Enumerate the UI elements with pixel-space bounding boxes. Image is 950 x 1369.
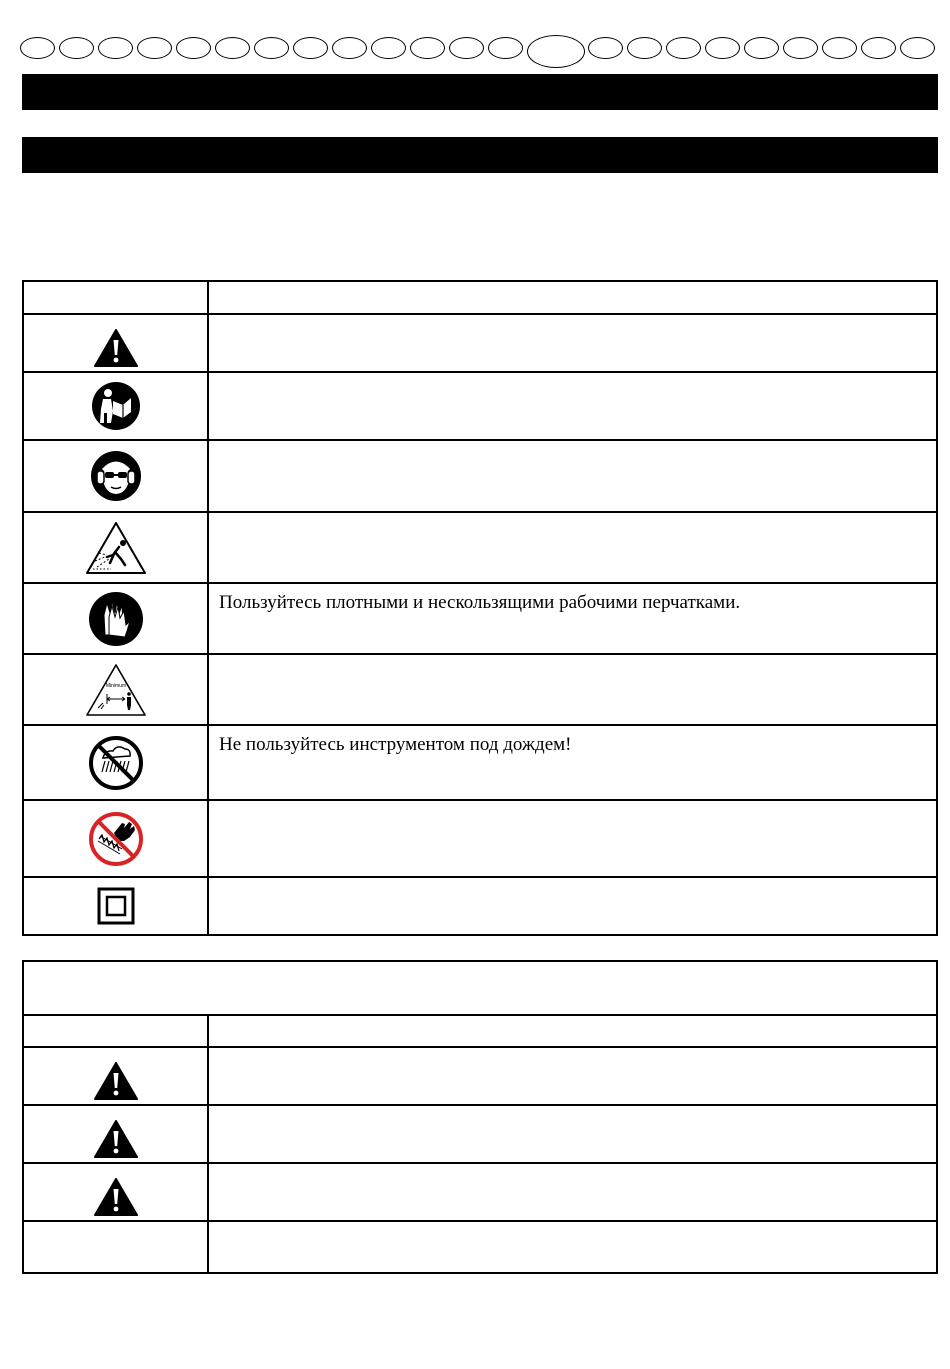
warning-triangle-icon <box>94 329 138 367</box>
language-tab[interactable] <box>215 37 250 59</box>
language-tab[interactable] <box>293 37 328 59</box>
language-tab[interactable] <box>176 37 211 59</box>
table-row <box>23 725 937 800</box>
language-tab[interactable] <box>20 37 55 59</box>
double-insulation-icon <box>97 887 135 925</box>
icon-cell <box>23 1221 208 1273</box>
table-row <box>23 314 937 372</box>
row-text: Не пользуйтесь инструментом под дождем! <box>208 725 937 800</box>
row-text: Пользуйтесь плотными и нескользящими рабочими перчатками. <box>208 583 937 654</box>
no-hand-near-chain-icon <box>88 811 144 867</box>
language-tab[interactable] <box>627 37 662 59</box>
language-tab-active[interactable] <box>527 35 585 68</box>
row-text <box>208 654 937 725</box>
language-tab[interactable] <box>137 37 172 59</box>
header-cell-meaning <box>208 1015 937 1047</box>
language-tab[interactable] <box>410 37 445 59</box>
table-row <box>23 440 937 512</box>
language-tab[interactable] <box>666 37 701 59</box>
warning-triangle-icon <box>94 1062 138 1100</box>
header-cell-symbol <box>23 281 208 314</box>
icon-cell <box>23 800 208 877</box>
language-tab[interactable] <box>705 37 740 59</box>
header-bar <box>22 74 938 110</box>
language-tab[interactable] <box>332 37 367 59</box>
table-row <box>23 583 937 654</box>
table-row <box>23 877 937 935</box>
row-text <box>208 1221 937 1273</box>
language-tab[interactable] <box>98 37 133 59</box>
row-text <box>208 512 937 583</box>
header-cell-symbol <box>23 1015 208 1047</box>
language-tab[interactable] <box>783 37 818 59</box>
table-row <box>23 654 937 725</box>
row-text <box>208 440 937 512</box>
language-tab[interactable] <box>822 37 857 59</box>
table-row <box>23 512 937 583</box>
icon-cell <box>23 1047 208 1105</box>
thrown-objects-hazard-icon <box>85 521 147 575</box>
icon-cell <box>23 877 208 935</box>
symbols-table <box>22 280 938 936</box>
icon-cell <box>23 314 208 372</box>
table-row <box>23 1047 937 1105</box>
row-text <box>208 314 937 372</box>
language-tab[interactable] <box>59 37 94 59</box>
language-tab[interactable] <box>449 37 484 59</box>
icon-cell <box>23 372 208 440</box>
row-text <box>208 877 937 935</box>
language-tab[interactable] <box>744 37 779 59</box>
row-text <box>208 372 937 440</box>
row-text <box>208 1105 937 1163</box>
icon-cell <box>23 583 208 654</box>
language-tab[interactable] <box>900 37 935 59</box>
icon-cell <box>23 725 208 800</box>
table-note-row <box>23 961 937 1015</box>
row-text <box>208 1047 937 1105</box>
warning-triangle-icon <box>94 1120 138 1158</box>
table-row <box>23 1221 937 1273</box>
minimum-distance-icon <box>85 663 147 717</box>
table-row <box>23 1163 937 1221</box>
section-title-bar <box>22 137 938 173</box>
icon-cell <box>23 440 208 512</box>
icon-cell <box>23 1163 208 1221</box>
table-header-row <box>23 281 937 314</box>
header-cell-meaning <box>208 281 937 314</box>
table-row <box>23 1105 937 1163</box>
language-tabs <box>20 35 940 70</box>
table-row <box>23 800 937 877</box>
language-tab[interactable] <box>861 37 896 59</box>
wear-gloves-icon <box>88 591 144 647</box>
table-header-row <box>23 1015 937 1047</box>
icon-cell <box>23 1105 208 1163</box>
minimum-label: Minimum <box>105 682 126 689</box>
warning-levels-table <box>22 960 938 1274</box>
language-tab[interactable] <box>371 37 406 59</box>
row-text <box>208 800 937 877</box>
no-rain-icon <box>87 734 145 792</box>
icon-cell <box>23 512 208 583</box>
table-row <box>23 372 937 440</box>
icon-cell <box>23 654 208 725</box>
language-tab[interactable] <box>588 37 623 59</box>
row-text <box>208 1163 937 1221</box>
eye-ear-protection-icon <box>90 450 142 502</box>
table-note <box>23 961 937 1015</box>
language-tab[interactable] <box>254 37 289 59</box>
language-tab[interactable] <box>488 37 523 59</box>
read-manual-icon <box>91 381 141 431</box>
warning-triangle-icon <box>94 1178 138 1216</box>
